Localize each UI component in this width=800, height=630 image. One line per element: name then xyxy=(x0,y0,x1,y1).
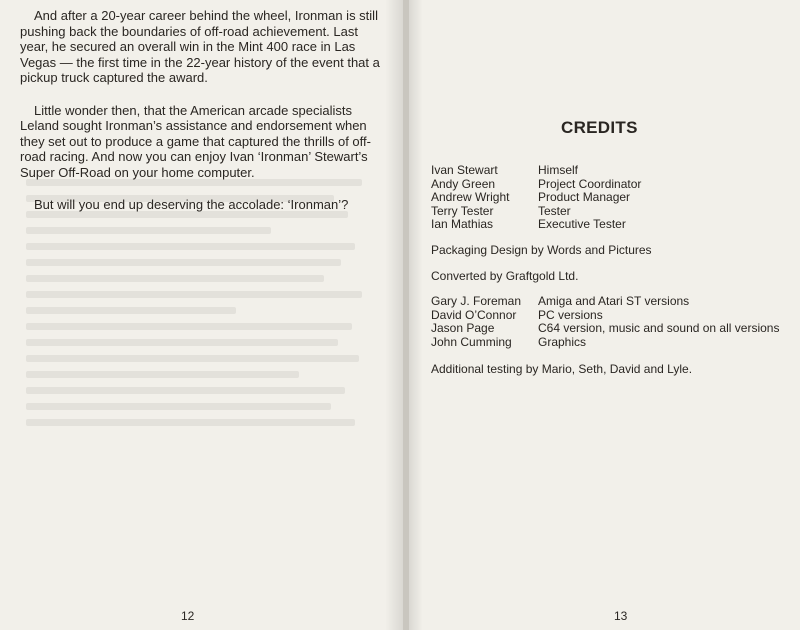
conversion-credit: Converted by Graftgold Ltd. xyxy=(431,269,579,283)
credit-role: Tester xyxy=(538,203,571,218)
bleed-through-texture xyxy=(26,170,376,590)
gutter-shadow xyxy=(409,0,423,630)
credit-role: Himself xyxy=(538,163,579,177)
credit-row xyxy=(431,336,779,350)
credit-role: Amiga and Atari ST versions xyxy=(538,294,690,308)
gutter-shadow xyxy=(385,0,403,630)
credit-role: Graphics xyxy=(538,334,587,349)
credit-row xyxy=(431,164,641,178)
right-page xyxy=(409,0,800,630)
credit-row xyxy=(431,218,641,232)
credit-role: Project Coordinator xyxy=(538,176,642,191)
credit-name: Terry Tester xyxy=(431,203,494,218)
paragraph: Little wonder then, that the American arcade specialists Leland sought Ironman’s assistance and endorsement when they set out to produce a game that captured the thrills of off-road racing. And now you can enjoy Ivan ‘Ironman’ Stewart’s Super Off-Road on your home computer. xyxy=(20,102,371,180)
credit-name: Andrew Wright xyxy=(431,190,510,204)
page-number: 13 xyxy=(614,609,628,623)
credit-name: Gary J. Foreman xyxy=(431,294,522,308)
credit-role: Product Manager xyxy=(538,190,631,204)
paragraph: And after a 20-year career behind the wheel, Ironman is still pushing back the boundaries of off-road achievement. Last year, he secured an overall win in the Mint 400 race in Las Vegas — the first time in the 22-year history of the event that a pickup truck captured the award. xyxy=(20,8,380,85)
credit-name: John Cumming xyxy=(431,334,512,349)
credit-row xyxy=(431,295,779,309)
credit-name: Ian Mathias xyxy=(431,217,494,231)
credit-row xyxy=(431,178,641,192)
credit-name: Jason Page xyxy=(431,321,495,335)
credit-name: Ivan Stewart xyxy=(431,163,498,177)
credit-row xyxy=(431,205,641,219)
paragraph: But will you end up deserving the accolade: ‘Ironman’? xyxy=(34,197,349,212)
page-title: CREDITS xyxy=(561,118,638,137)
body-text xyxy=(20,8,386,230)
credit-name: Andy Green xyxy=(431,176,496,191)
conversion-credits-list xyxy=(431,295,779,349)
credits-list xyxy=(431,164,641,232)
packaging-credit: Packaging Design by Words and Pictures xyxy=(431,243,652,257)
credit-role: PC versions xyxy=(538,307,603,322)
page-number: 12 xyxy=(181,609,195,623)
credit-name: David O’Connor xyxy=(431,307,517,322)
credit-row xyxy=(431,309,779,323)
credit-role: Executive Tester xyxy=(538,217,626,231)
credit-role: C64 version, music and sound on all versions xyxy=(538,321,780,335)
credit-row xyxy=(431,322,779,336)
credit-row xyxy=(431,191,641,205)
additional-testing-credit: Additional testing by Mario, Seth, David and Lyle. xyxy=(431,362,693,376)
